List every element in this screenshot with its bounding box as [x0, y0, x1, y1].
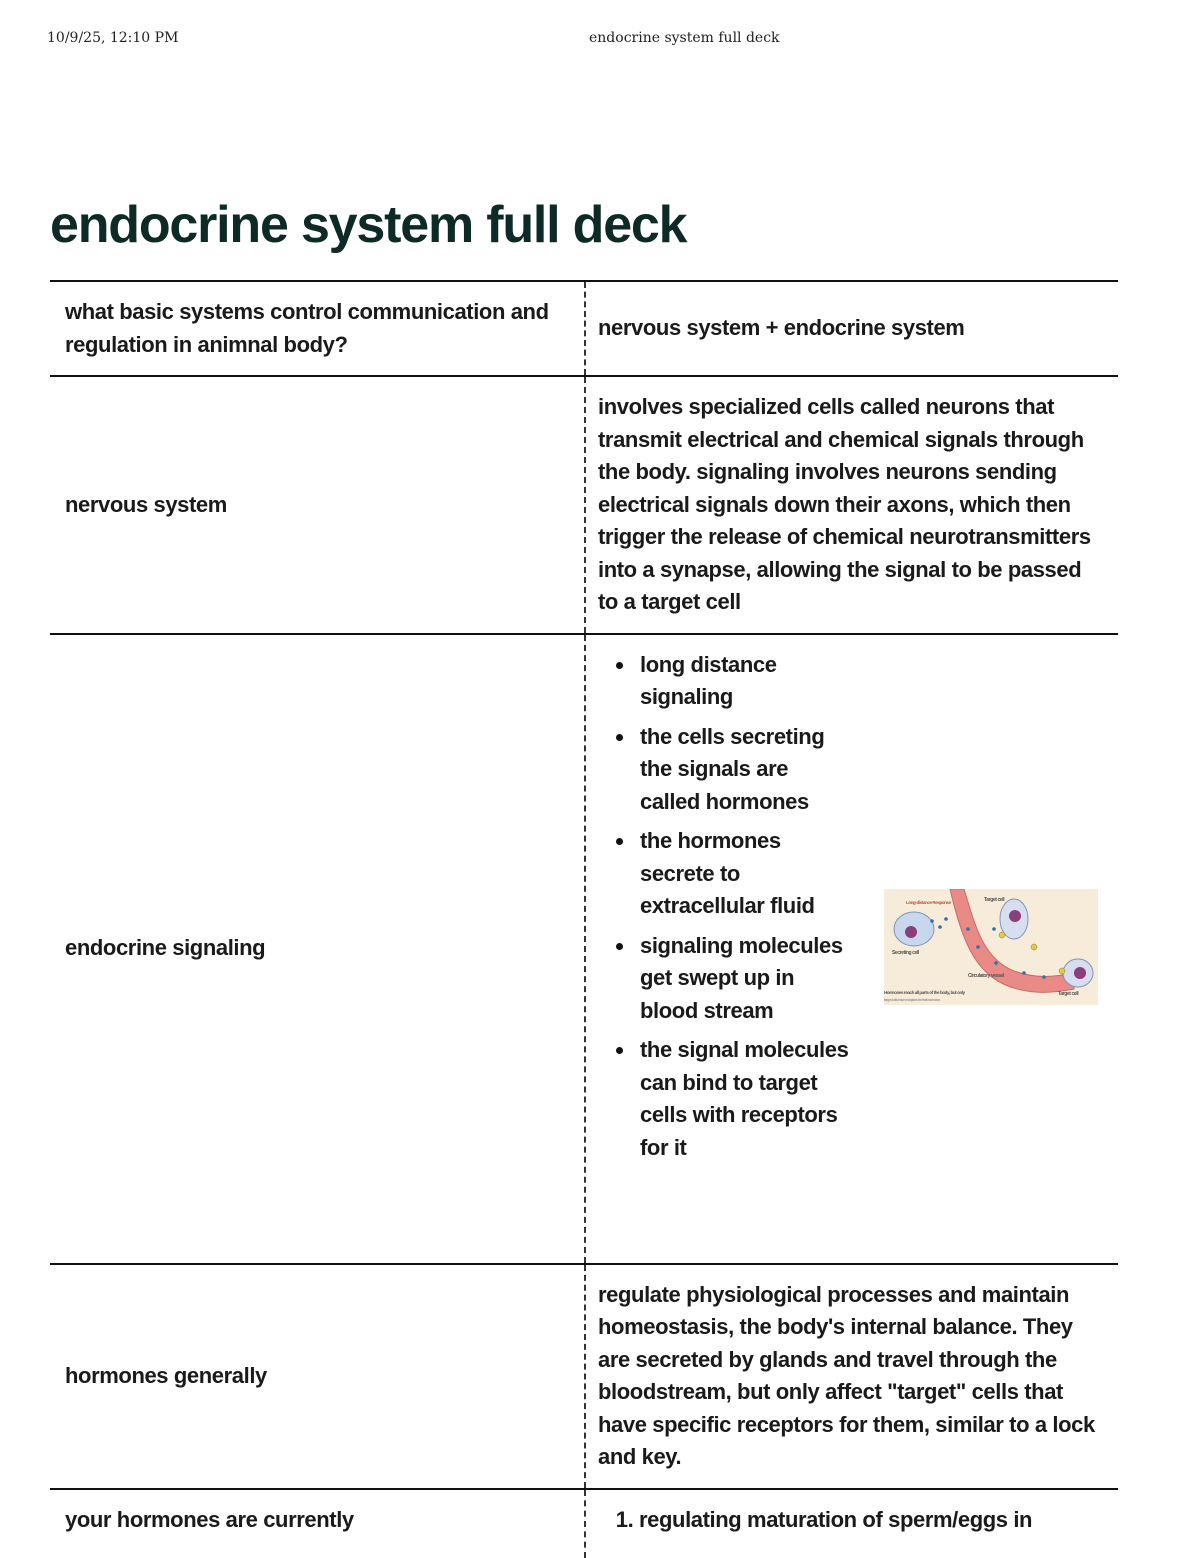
- card-definition: involves specialized cells called neurons that transmit electrical and chemical signals through the body. signaling involves neurons sending electrical signals down their axons, which then trigger the release of chemical neurotransmitters into a synapse, allowing the signal to be passed to a target cell: [598, 394, 1091, 614]
- list-item: 1. regulating maturation of sperm/eggs in: [639, 1504, 1100, 1537]
- card-term: your hormones are currently: [50, 1489, 585, 1558]
- flashcard-row: [50, 1264, 1118, 1489]
- print-datetime: 10/9/25, 12:10 PM: [47, 30, 179, 46]
- diagram-label-vessel: Circulatory vessel: [968, 972, 1004, 979]
- card-definition: [585, 634, 1118, 1264]
- secreting-cell-nucleus: [905, 926, 917, 938]
- list-item: the hormones secrete to extracellular fluid: [640, 825, 850, 923]
- print-doc-title: endocrine system full deck: [589, 30, 780, 46]
- endocrine-signaling-diagram: [884, 889, 1098, 1005]
- numbered-list: [598, 1504, 1100, 1537]
- diagram-caption-line1: Hormones reach all parts of the body, but only: [884, 989, 965, 995]
- list-item: long distance signaling: [640, 649, 850, 714]
- flashcard-table: [50, 280, 1118, 1558]
- bullet-list: [598, 649, 850, 1165]
- diagram-caption-line2: target cells have receptors for that hormone.: [884, 997, 941, 1002]
- card-definition: [585, 1489, 1118, 1558]
- list-item: the cells secreting the signals are called hormones: [640, 721, 850, 819]
- flashcard-row: [50, 634, 1118, 1264]
- diagram-label-top: Long-distance Response: [906, 899, 951, 905]
- card-term: what basic systems control communication and regulation in animnal body?: [50, 281, 585, 376]
- card-definition: regulate physiological processes and maintain homeostasis, the body's internal balance. They are secreted by glands and travel through the bloodstream, but only affect "target" cells that have specific receptors for them, similar to a lock and key.: [598, 1281, 1095, 1469]
- target-cell-bottom-nucleus: [1074, 967, 1086, 979]
- flashcard-row: [50, 1489, 1118, 1558]
- bullet-block: [598, 649, 1100, 1249]
- card-definition: nervous system + endocrine system: [598, 315, 965, 341]
- diagram-label-target-bottom: Target cell: [1058, 990, 1079, 997]
- flashcard-row: [50, 376, 1118, 634]
- print-header: [47, 30, 1153, 50]
- diagram-label-secreting: Secreting cell: [892, 949, 919, 956]
- flashcard-row: [50, 281, 1118, 376]
- list-item: the signal molecules can bind to target cells with receptors for it: [640, 1034, 850, 1164]
- card-term: endocrine signaling: [50, 634, 585, 1264]
- list-item: signaling molecules get swept up in blood stream: [640, 930, 850, 1028]
- target-cell-top-nucleus: [1009, 910, 1021, 922]
- diagram-label-target-top: Target cell: [984, 896, 1005, 903]
- deck-title: endocrine system full deck: [50, 196, 687, 254]
- card-term: hormones generally: [50, 1264, 585, 1489]
- card-term: nervous system: [50, 376, 585, 634]
